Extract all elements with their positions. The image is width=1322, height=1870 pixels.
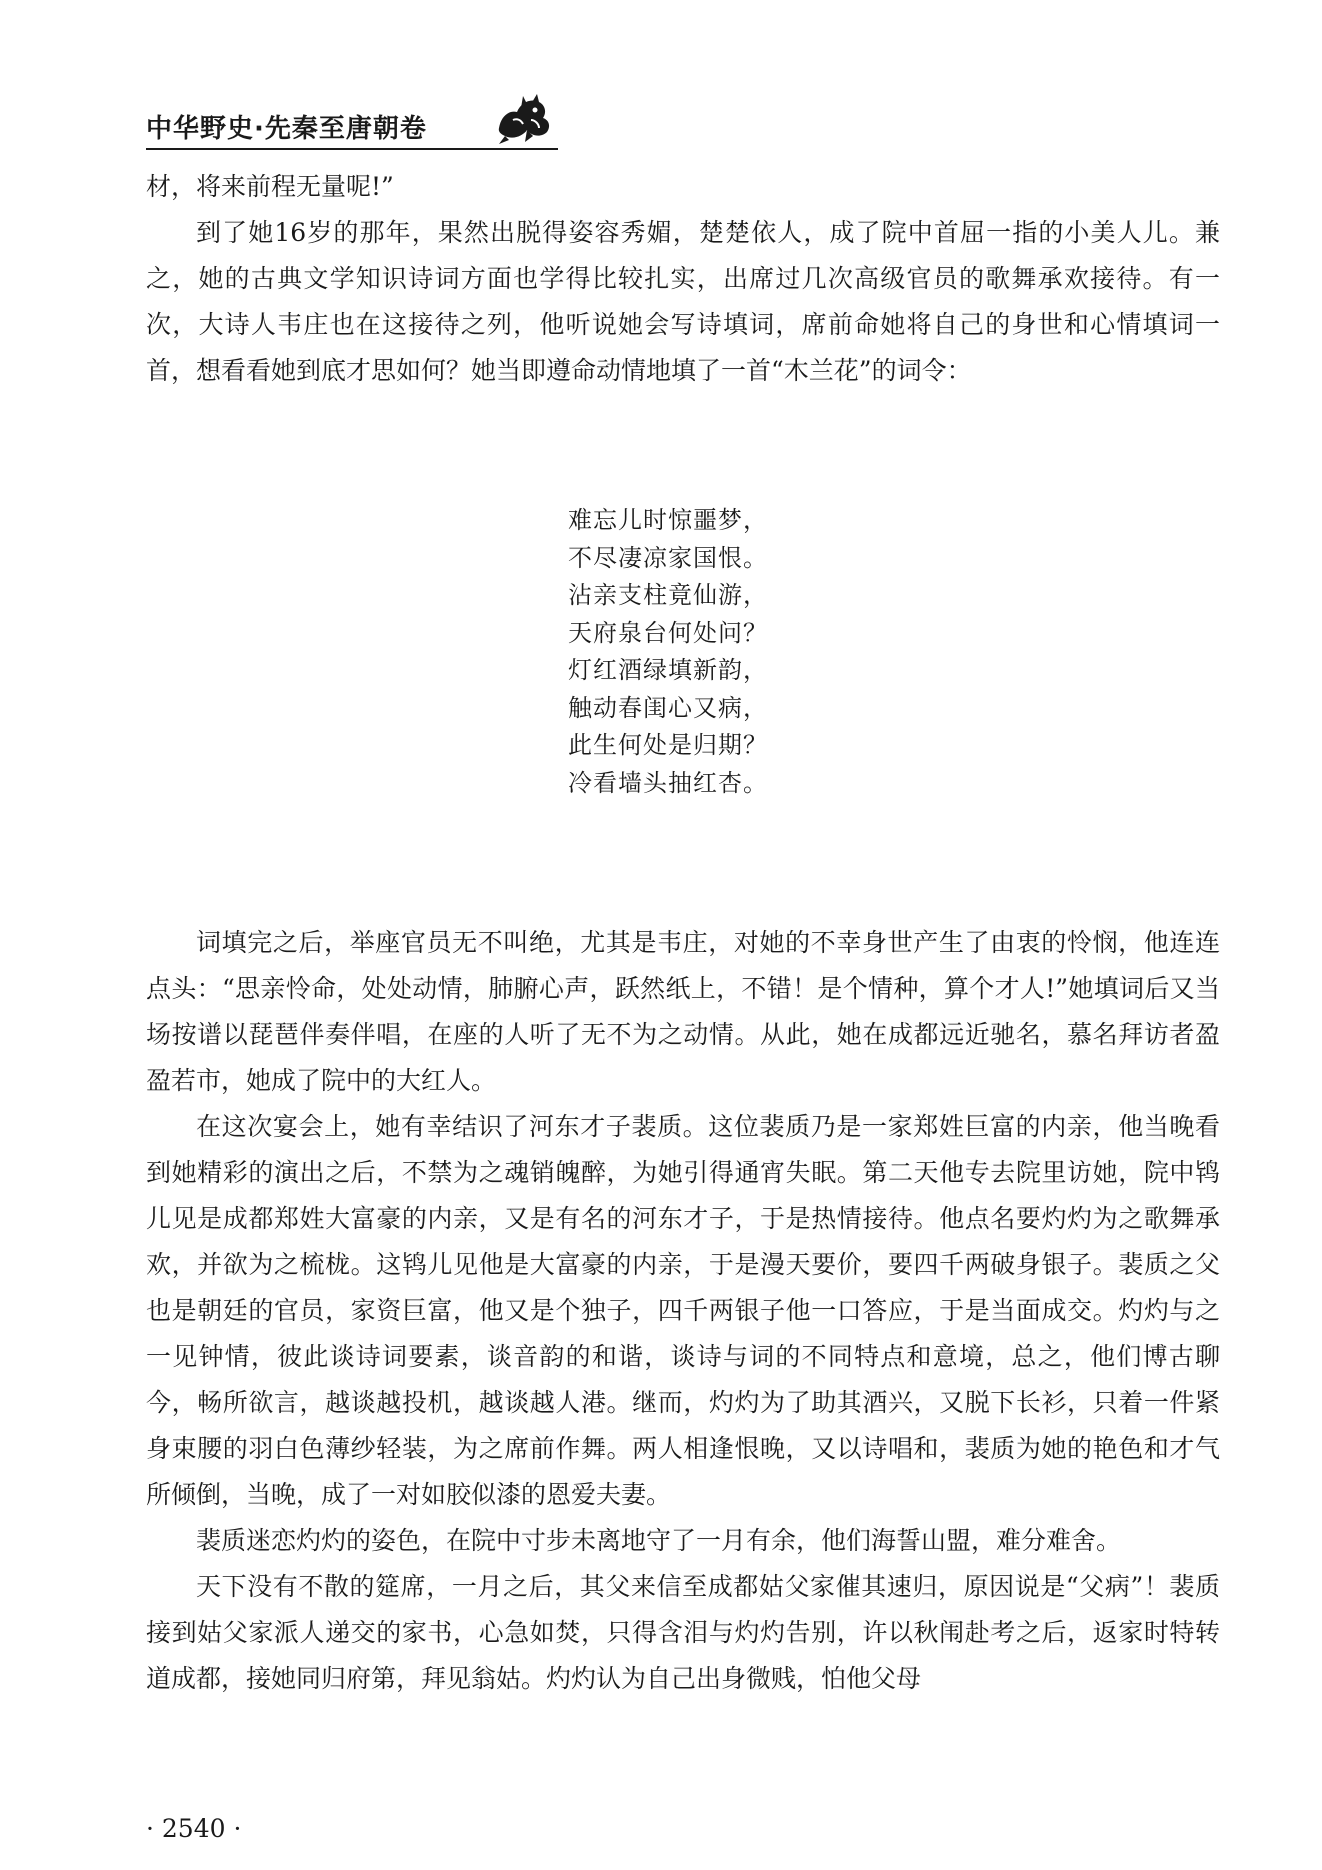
poem-line: 难忘儿时惊噩梦， [568,506,768,534]
paragraph: 到了她16岁的那年，果然出脱得姿容秀媚，楚楚依人，成了院中首屈一指的小美人儿。兼之，她的古典文学知识诗词方面也学得比较扎实，出席过几次高级官员的歌舞承欢接待。有一次，大诗人韦庄也在这接待之列，他听说她会写诗填词，席前命她将自己的身世和心情填词一首，想看看她到底才思如何？她当即遵命动情地填了一首“木兰花”的词令： [146,218,1220,385]
paragraph: 天下没有不散的筵席，一月之后，其父来信至成都姑父家催其速归，原因说是“父病”！裴质接到姑父家派人递交的家书，心急如焚，只得含泪与灼灼告别，许以秋闱赴考之后，返家时特转道成都，接她同归府第，拜见翁姑。灼灼认为自己出身微贱，怕他父母 [146,1572,1220,1693]
running-header [146,88,558,152]
running-header-title: 中华野史·先秦至唐朝卷 [146,114,427,144]
paragraph: 在这次宴会上，她有幸结识了河东才子裴质。这位裴质乃是一家郑姓巨富的内亲，他当晚看到她精彩的演出之后，不禁为之魂销魄醉，为她引得通宵失眠。第二天他专去院里访她，院中鸨儿见是成都郑姓大富豪的内亲，又是有名的河东才子，于是热情接待。他点名要灼灼为之歌舞承欢，并欲为之梳栊。这鸨儿见他是大富豪的内亲，于是漫天要价，要四千两破身银子。裴质之父也是朝廷的官员，家资巨富，他又是个独子，四千两银子他一口答应，于是当面成交。灼灼与之一见钟情，彼此谈诗词要素，谈音韵的和谐，谈诗与词的不同特点和意境，总之，他们博古聊今，畅所欲言，越谈越投机，越谈越人港。继而，灼灼为了助其酒兴，又脱下长衫，只着一件紧身束腰的羽白色薄纱轻装，为之席前作舞。两人相逢恨晚，又以诗唱和，裴质为她的艳色和才气所倾倒，当晚，成了一对如胶似漆的恩爱夫妻。 [146,1112,1220,1509]
text-block-top [146,164,1220,394]
poem-block [568,502,928,802]
header-rule [146,148,558,150]
poem-line: 不尽凄凉家国恨。 [568,543,768,572]
poem-line: 触动春闺心又病， [568,693,768,722]
poem-line: 沾亲支柱竟仙游， [568,581,768,609]
text-block-bottom [146,920,1220,1702]
poem-line: 此生何处是归期？ [568,731,768,759]
paragraph: 词填完之后，举座官员无不叫绝，尤其是韦庄，对她的不幸身世产生了由衷的怜悯，他连连点头：“思亲怜命，处处动情，肺腑心声，跃然纸上，不错！是个情种，算个才人!”她填词后又当场按谱以琵琶伴奏伴唱，在座的人听了无不为之动情。从此，她在成都远近驰名，慕名拜访者盈盈若市，她成了院中的大红人。 [146,928,1220,1095]
poem-line: 天府泉台何处问？ [568,618,768,647]
poem-line: 灯红酒绿填新韵， [568,656,768,684]
poem-line: 冷看墙头抽红杏。 [568,768,768,797]
opening-line: 材，将来前程无量呢!” [146,172,394,201]
dragon-emblem-icon [491,88,553,146]
paragraph: 裴质迷恋灼灼的姿色，在院中寸步未离地守了一月有余，他们海誓山盟，难分难舍。 [196,1526,1122,1555]
page-number: · 2540 · [146,1814,242,1843]
